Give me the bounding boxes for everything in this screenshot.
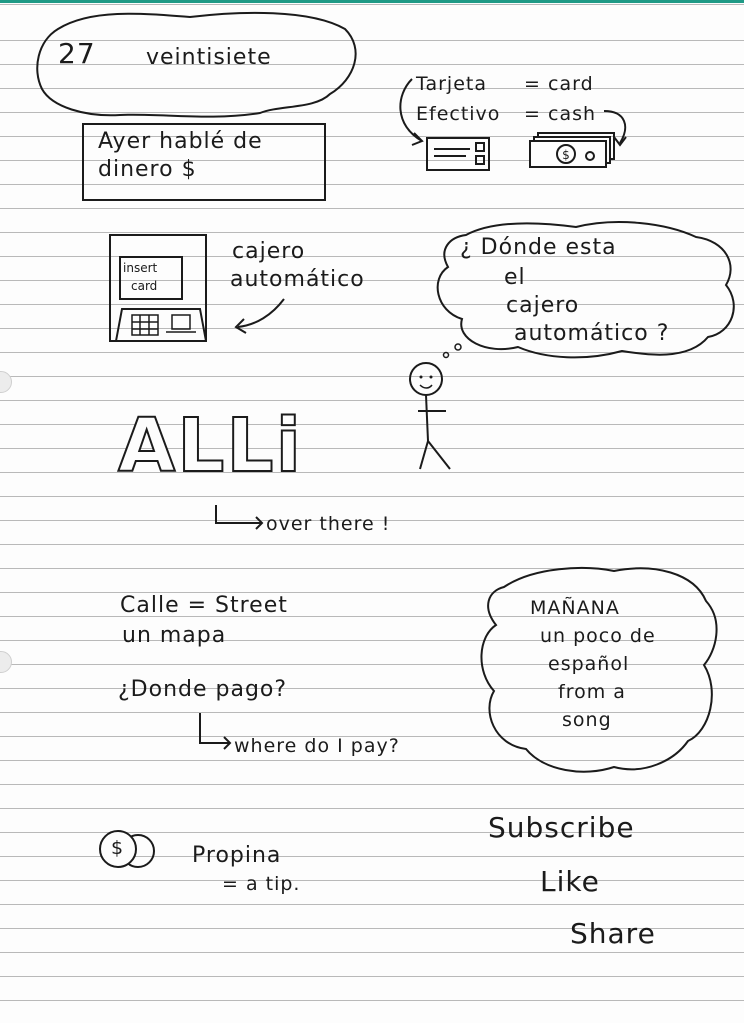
atm-screen-line1: insert bbox=[123, 261, 158, 275]
vocab-question: ¿Donde pago? bbox=[118, 677, 288, 702]
question-line3: cajero bbox=[506, 293, 580, 318]
cash-icon bbox=[528, 131, 618, 171]
subscribe-text: Subscribe bbox=[488, 811, 635, 844]
title-word: veintisiete bbox=[146, 45, 272, 70]
stick-figure-icon bbox=[396, 337, 476, 473]
arrow-icon bbox=[196, 711, 236, 751]
topic-line1: Ayer hablé de bbox=[98, 129, 263, 154]
svg-text:$: $ bbox=[562, 148, 570, 162]
vocab-tarjeta-es: Tarjeta bbox=[416, 73, 487, 95]
atm-label-line1: cajero bbox=[232, 239, 306, 264]
alli-note: over there ! bbox=[266, 513, 391, 535]
share-text: Share bbox=[570, 917, 656, 950]
like-text: Like bbox=[540, 865, 600, 898]
title-number: 27 bbox=[58, 37, 96, 70]
topic-line2: dinero $ bbox=[98, 157, 197, 182]
tomorrow-line3: español bbox=[548, 653, 630, 675]
tip-line2: = a tip. bbox=[222, 873, 301, 895]
atm-screen-line2: card bbox=[131, 279, 158, 293]
vocab-mapa: un mapa bbox=[122, 623, 227, 648]
question-line1: ¿ Dónde esta bbox=[460, 235, 617, 260]
vocab-translation: where do I pay? bbox=[234, 735, 400, 757]
atm-label-line2: automático bbox=[230, 267, 365, 292]
binder-hole-bottom bbox=[0, 651, 12, 673]
arrow-icon bbox=[232, 295, 288, 335]
question-line2: el bbox=[504, 265, 526, 290]
arrow-icon bbox=[212, 503, 268, 531]
tomorrow-line1: MAÑANA bbox=[530, 597, 620, 619]
vocab-efectivo-es: Efectivo bbox=[416, 103, 501, 125]
tomorrow-line5: song bbox=[562, 709, 612, 731]
tip-line1: Propina bbox=[192, 843, 282, 868]
vocab-efectivo-eq: = bbox=[524, 103, 541, 125]
alli-word: ALLi bbox=[118, 403, 303, 489]
tomorrow-line4: from a bbox=[558, 681, 626, 703]
vocab-efectivo-en: cash bbox=[548, 103, 597, 125]
vocab-calle: Calle = Street bbox=[120, 593, 288, 618]
vocab-tarjeta-en: card bbox=[548, 73, 594, 95]
question-line4: automático ? bbox=[514, 321, 670, 346]
coin-symbol: $ bbox=[111, 837, 124, 859]
binder-hole-top bbox=[0, 371, 12, 393]
vocab-tarjeta-eq: = bbox=[524, 73, 541, 95]
card-icon bbox=[426, 135, 492, 173]
tomorrow-line2: un poco de bbox=[540, 625, 656, 647]
coin-icon bbox=[94, 829, 160, 869]
atm-icon bbox=[106, 231, 210, 345]
